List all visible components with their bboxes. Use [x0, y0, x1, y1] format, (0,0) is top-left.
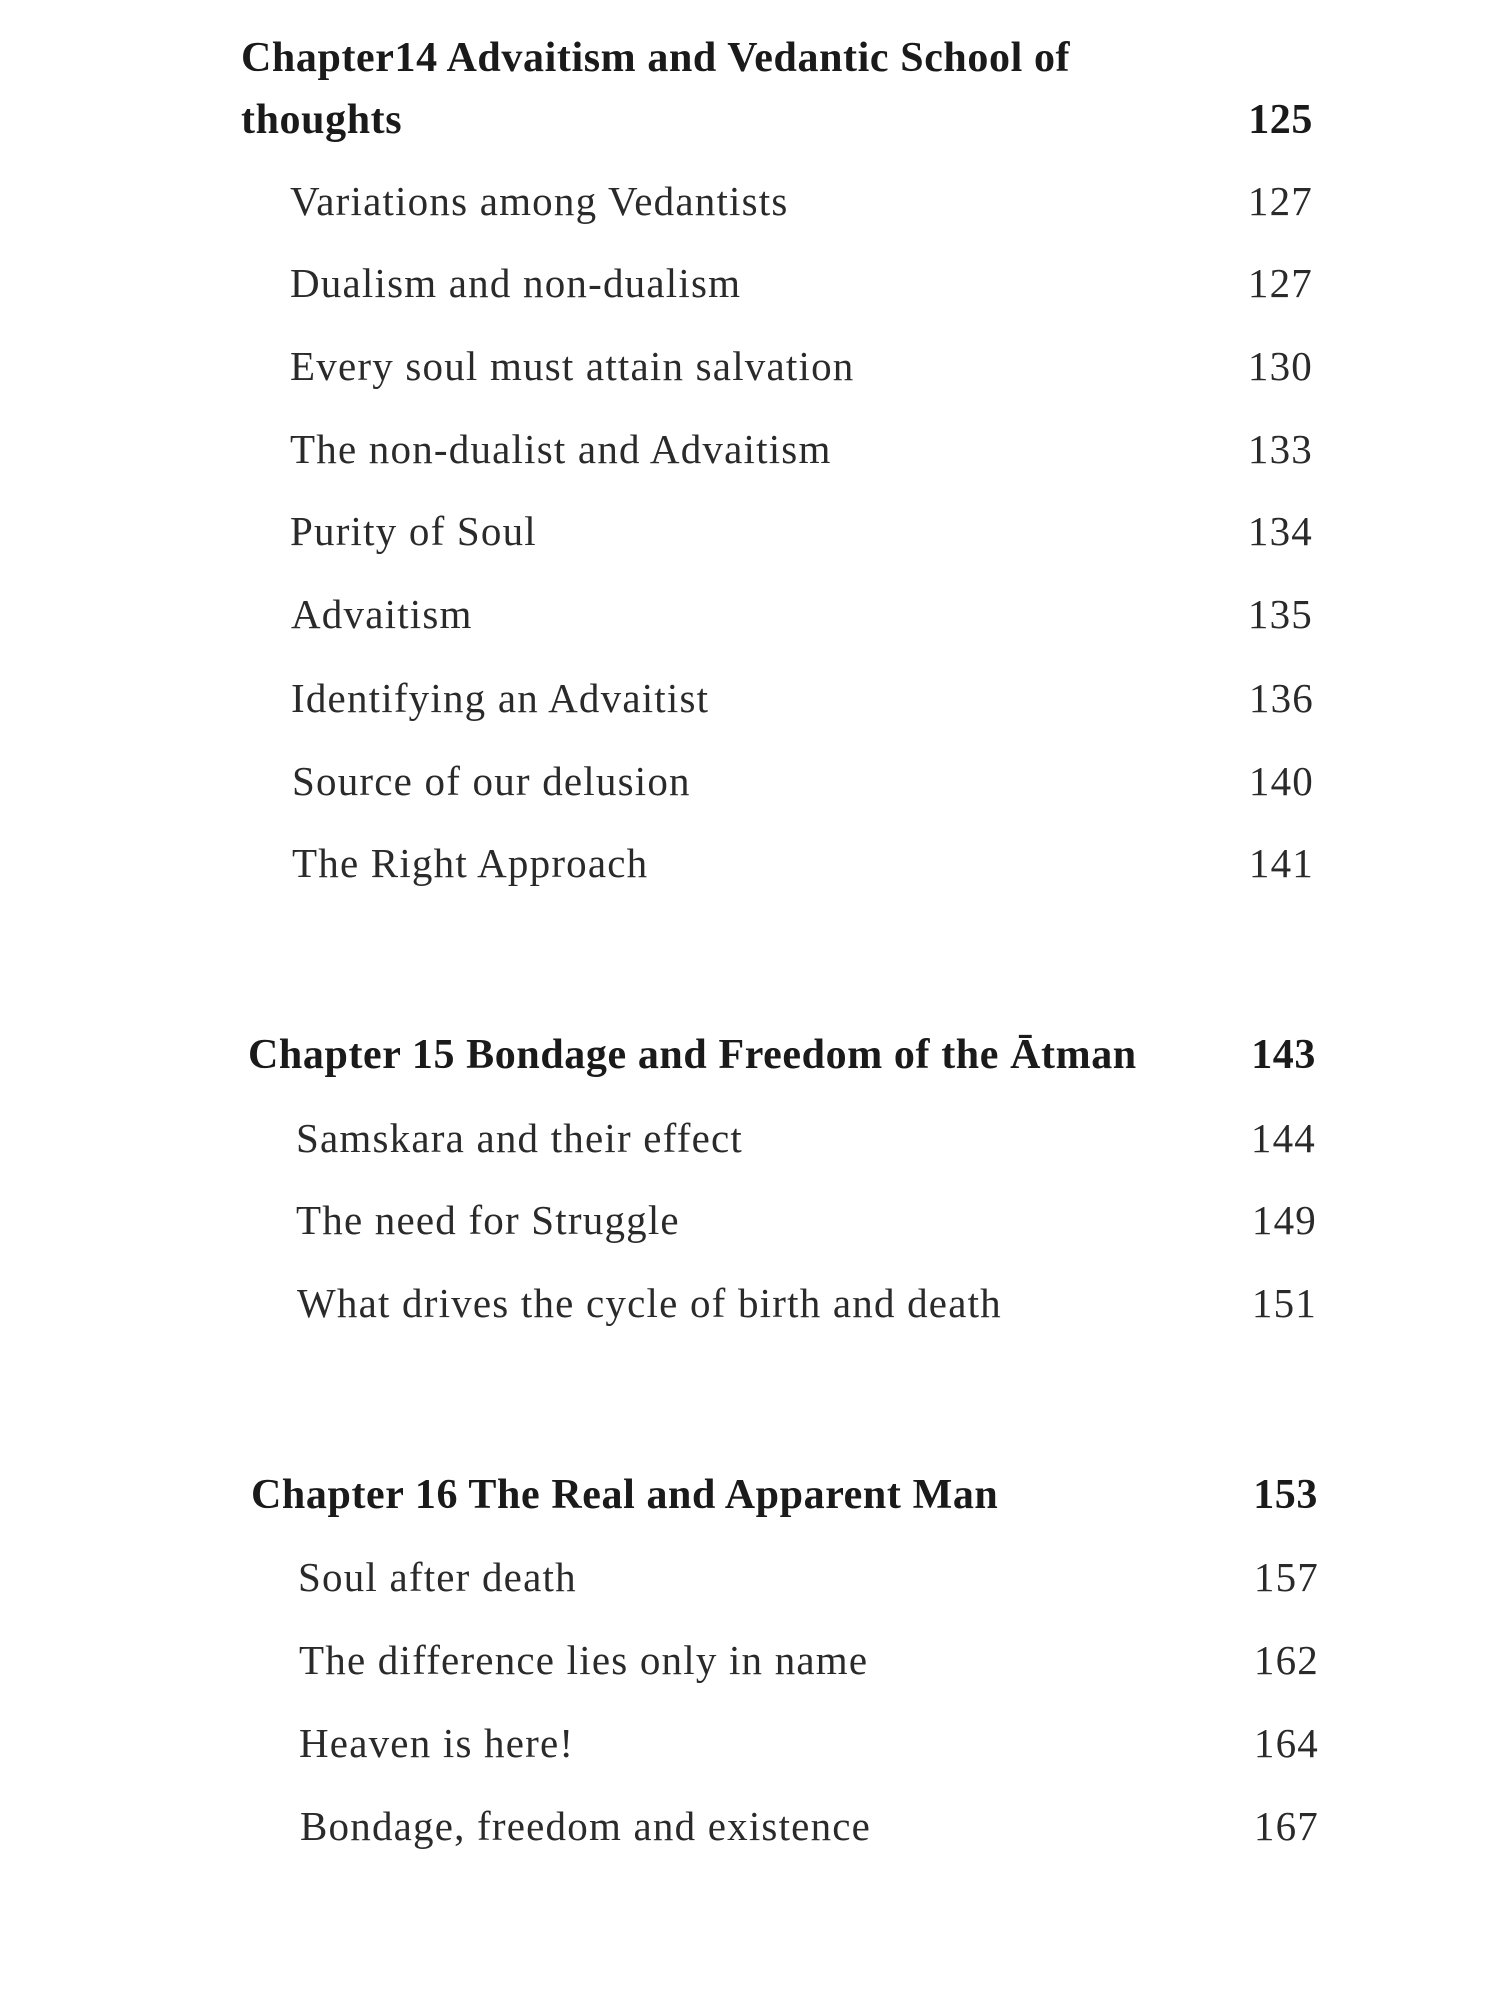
toc-entry	[296, 1190, 1317, 1250]
toc-entry	[299, 1713, 1319, 1773]
section-title: Heaven is here!	[299, 1720, 575, 1766]
chapter-14-heading-line2	[241, 90, 1313, 150]
page-number: 125	[1248, 97, 1313, 143]
section-title: The difference lies only in name	[299, 1637, 869, 1683]
section-title: Purity of Soul	[290, 508, 537, 554]
page-number: 162	[1253, 1637, 1319, 1683]
toc-entry	[290, 419, 1313, 479]
page-number: 151	[1251, 1280, 1317, 1326]
chapter-title: Chapter 16 The Real and Apparent Man	[251, 1472, 999, 1518]
page-number: 143	[1251, 1032, 1316, 1078]
page-number: 164	[1253, 1720, 1319, 1766]
page-number: 149	[1251, 1197, 1317, 1243]
page-number: 157	[1253, 1554, 1319, 1600]
section-title: Source of our delusion	[292, 758, 691, 804]
chapter-16-heading	[251, 1465, 1318, 1525]
section-title: What drives the cycle of birth and death	[297, 1280, 1002, 1326]
toc-entry	[292, 833, 1314, 893]
section-title: Dualism and non-dualism	[290, 260, 742, 306]
page-number: 127	[1247, 260, 1313, 306]
toc-entry	[291, 668, 1314, 728]
section-title: Advaitism	[291, 591, 473, 637]
section-title: Soul after death	[298, 1554, 577, 1600]
section-title: Identifying an Advaitist	[291, 675, 710, 721]
page-number: 127	[1247, 178, 1313, 224]
section-title: The non-dualist and Advaitism	[290, 426, 832, 472]
toc-entry	[291, 584, 1313, 644]
toc-entry	[296, 1108, 1316, 1168]
toc-entry	[292, 751, 1314, 811]
toc-entry	[297, 1273, 1317, 1333]
page-number: 135	[1247, 591, 1313, 637]
section-title: Bondage, freedom and existence	[300, 1803, 872, 1849]
toc-entry	[290, 501, 1313, 561]
section-title: The Right Approach	[292, 840, 649, 886]
page-number: 140	[1248, 758, 1314, 804]
page-number: 133	[1247, 426, 1313, 472]
page-number: 136	[1248, 675, 1314, 721]
toc-entry	[299, 1630, 1319, 1690]
page-number: 167	[1253, 1803, 1319, 1849]
section-title: Samskara and their effect	[296, 1115, 744, 1161]
chapter-title: thoughts	[241, 97, 403, 143]
toc-entry	[290, 253, 1313, 313]
page-number: 144	[1250, 1115, 1316, 1161]
chapter-15-heading	[248, 1025, 1316, 1085]
toc-entry	[300, 1796, 1319, 1856]
chapter-title: Chapter14 Advaitism and Vedantic School of	[241, 35, 1071, 81]
section-title: Variations among Vedantists	[290, 178, 789, 224]
chapter-14-heading-line1	[241, 28, 1313, 88]
page-number: 130	[1247, 343, 1313, 389]
page-number: 141	[1248, 840, 1314, 886]
toc-entry	[290, 171, 1313, 231]
section-title: The need for Struggle	[296, 1197, 680, 1243]
toc-entry	[290, 336, 1313, 396]
section-title: Every soul must attain salvation	[290, 343, 855, 389]
toc-entry	[298, 1547, 1319, 1607]
page-number: 134	[1247, 508, 1313, 554]
page-number: 153	[1253, 1472, 1318, 1518]
chapter-title: Chapter 15 Bondage and Freedom of the Ātman	[248, 1032, 1137, 1078]
